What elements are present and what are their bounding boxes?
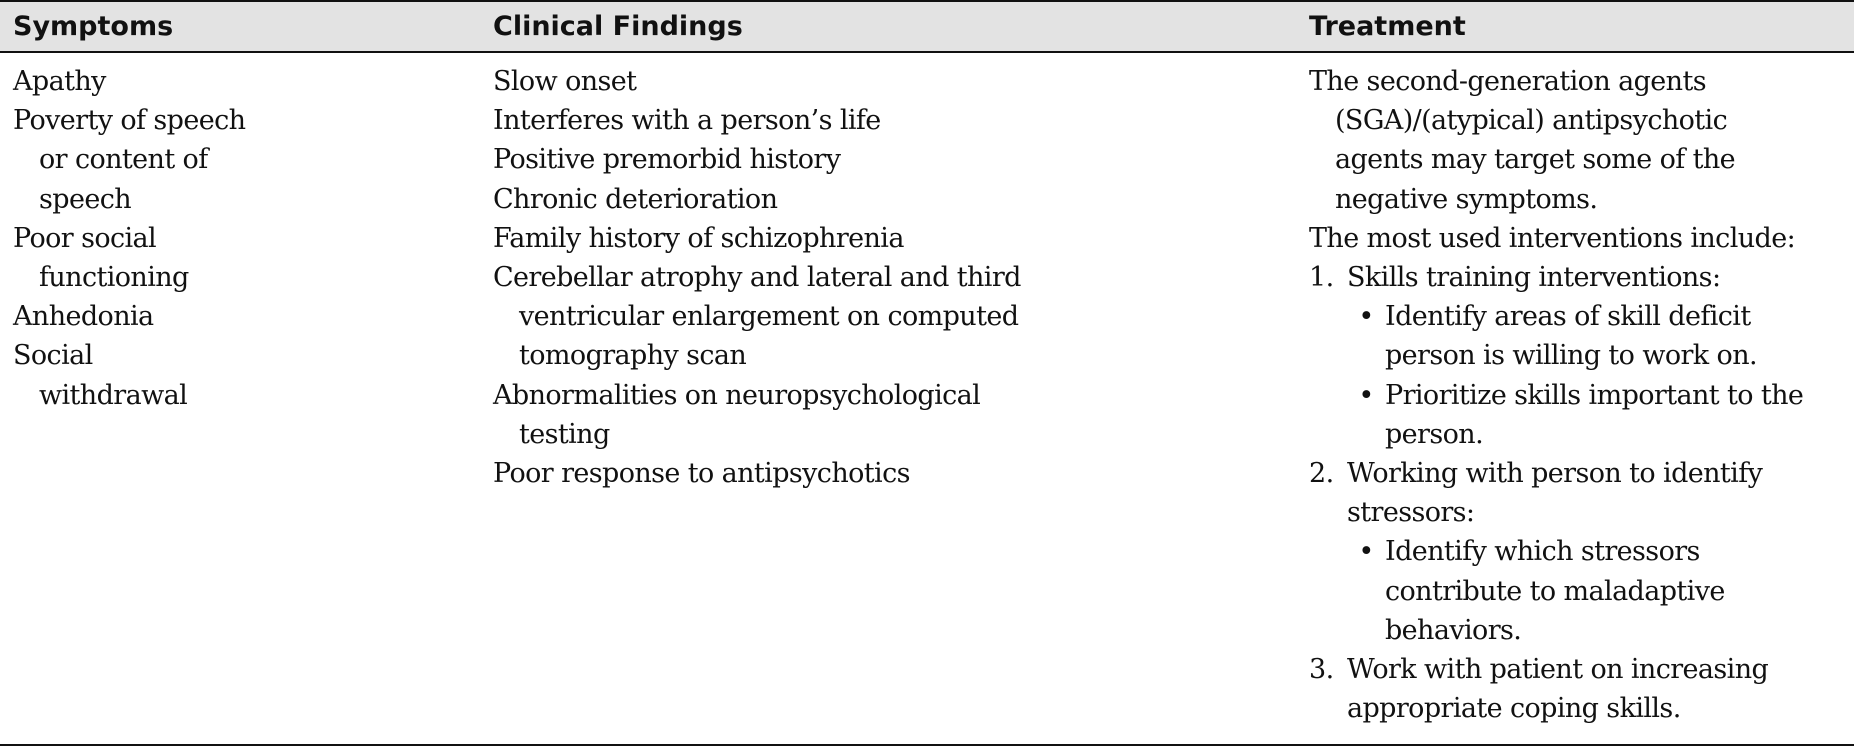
text-line: Cerebellar atrophy and lateral and third	[493, 262, 1021, 294]
text-line: tomography scan	[519, 340, 747, 372]
text-line: negative symptoms.	[1335, 183, 1598, 215]
intervention-item	[1309, 454, 1849, 532]
item-number: 3.	[1309, 654, 1334, 686]
bullet-item	[1309, 376, 1849, 454]
symptom-item	[13, 297, 483, 336]
intervention-item	[1309, 650, 1849, 728]
finding-item	[493, 219, 1093, 258]
text-line: Skills training interventions:	[1347, 262, 1721, 294]
text-line: ventricular enlargement on computed	[519, 301, 1019, 333]
header-treatment: Treatment	[1309, 11, 1466, 42]
text-line: Anhedonia	[13, 301, 154, 333]
header-symptoms: Symptoms	[13, 11, 174, 42]
text-line: Working with person to identify	[1347, 458, 1763, 490]
bullet-icon: •	[1358, 536, 1374, 568]
bullet-icon: •	[1358, 379, 1374, 411]
text-line: The second-generation agents	[1309, 66, 1706, 97]
bullet-text	[1385, 376, 1849, 454]
text-line: speech	[39, 183, 132, 215]
text-line: person.	[1385, 418, 1484, 450]
text-line: Slow onset	[493, 66, 637, 97]
text-line: Positive premorbid history	[493, 144, 841, 176]
bullet-item	[1309, 532, 1849, 650]
treatment-intro	[1309, 62, 1849, 219]
text-line: behaviors.	[1385, 614, 1522, 646]
symptom-item	[13, 62, 483, 101]
bullet-item	[1309, 297, 1849, 375]
table-header	[0, 2, 1854, 53]
finding-item	[493, 101, 1093, 140]
symptom-item	[13, 101, 483, 219]
bullet-icon: •	[1358, 301, 1374, 333]
text-line: contribute to maladaptive	[1385, 575, 1725, 607]
bullet-text	[1385, 532, 1849, 650]
text-line: stressors:	[1347, 497, 1475, 529]
treatment-column	[1309, 62, 1849, 728]
item-text	[1347, 454, 1849, 532]
item-text	[1347, 650, 1849, 728]
text-line: Social	[13, 340, 93, 372]
finding-item	[493, 62, 1093, 101]
text-line: Prioritize skills important to the	[1385, 379, 1804, 411]
text-line: Chronic deterioration	[493, 183, 778, 215]
symptoms-column	[13, 62, 483, 415]
item-text	[1347, 258, 1849, 297]
symptom-item	[13, 219, 483, 297]
header-clinical-findings: Clinical Findings	[493, 11, 743, 42]
text-line: Identify which stressors	[1385, 536, 1700, 568]
treatment-lead: The most used interventions include:	[1309, 222, 1796, 254]
text-line: withdrawal	[39, 379, 188, 411]
bullet-text	[1385, 297, 1849, 375]
clinical-findings-column	[493, 62, 1093, 493]
finding-item	[493, 140, 1093, 179]
text-line: agents may target some of the	[1335, 144, 1736, 176]
finding-item	[493, 454, 1093, 493]
text-line: testing	[519, 418, 610, 450]
finding-item	[493, 258, 1093, 376]
text-line: Family history of schizophrenia	[493, 222, 904, 254]
item-number: 1.	[1309, 262, 1334, 294]
item-number: 2.	[1309, 458, 1334, 490]
intervention-item	[1309, 258, 1849, 297]
text-line: or content of	[39, 144, 208, 176]
text-line: Identify areas of skill deficit	[1385, 301, 1751, 333]
text-line: Poverty of speech	[13, 105, 246, 137]
text-line: Abnormalities on neuropsychological	[493, 379, 981, 411]
text-line: Interferes with a person’s life	[493, 105, 881, 137]
text-line: Work with patient on increasing	[1347, 654, 1769, 686]
text-line: Poor social	[13, 222, 157, 254]
text-line: person is willing to work on.	[1385, 340, 1757, 372]
text-line: appropriate coping skills.	[1347, 693, 1681, 725]
text-line: (SGA)/(atypical) antipsychotic	[1335, 105, 1728, 137]
text-line: Apathy	[13, 66, 106, 97]
text-line: functioning	[39, 262, 189, 294]
symptom-item	[13, 336, 483, 414]
finding-item	[493, 180, 1093, 219]
finding-item	[493, 376, 1093, 454]
text-line: Poor response to antipsychotics	[493, 458, 910, 490]
